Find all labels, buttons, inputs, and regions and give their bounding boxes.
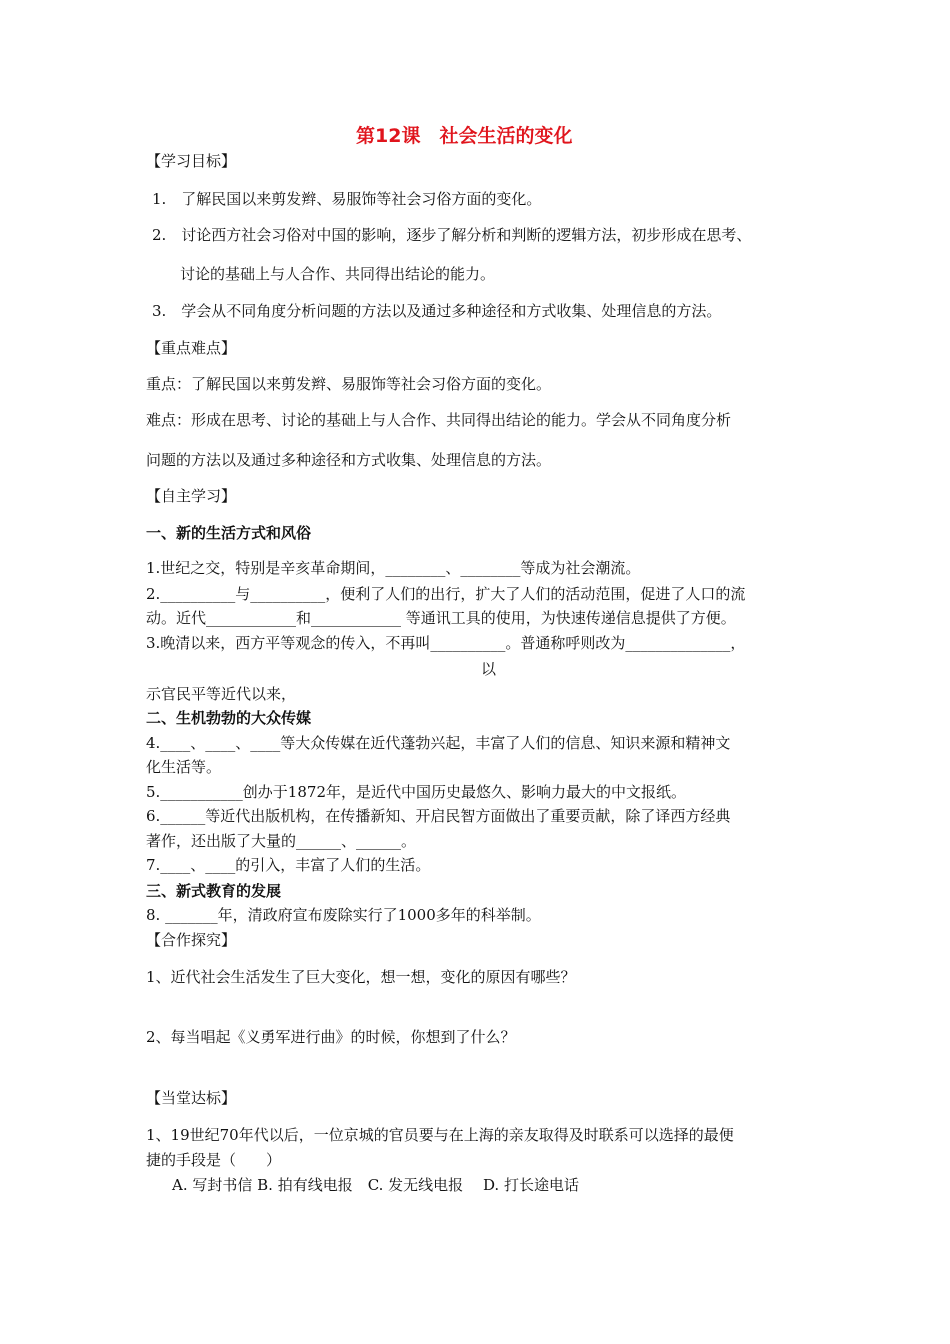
question-5: 5.___________创办于1872年，是近代中国历史最悠久、影响力最大的中文报纸。 — [146, 783, 686, 801]
question-2-cont: 动。近代____________和____________ 等通讯工具的使用，为快速传递信息提供了方便。 — [146, 609, 736, 627]
question-2: 2.__________与__________，便利了人们的出行，扩大了人们的活动范围，促进了人口的流 — [146, 585, 746, 603]
part2-header: 二、生机勃勃的大众传媒 — [146, 709, 312, 727]
coop-question-2: 2、每当唱起《义勇军进行曲》的时候，你想到了什么？ — [146, 1028, 516, 1046]
question-6-cont: 著作，还出版了大量的______、______。 — [146, 832, 417, 850]
question-1: 1.世纪之交，特别是辛亥革命期间，________、________等成为社会潮流。 — [146, 559, 641, 577]
class-question-1-cont: 捷的手段是（ ） — [146, 1151, 282, 1169]
class-question-1-options: A. 写封书信 B. 拍有线电报 C. 发无线电报 D. 打长途电话 — [172, 1176, 579, 1194]
question-7: 7.____、____的引入，丰富了人们的生活。 — [146, 856, 431, 874]
question-4-cont: 化生活等。 — [146, 758, 222, 776]
class-question-1: 1、19世纪70年代以后，一位京城的官员要与在上海的亲友取得及时联系可以选择的最便 — [146, 1126, 734, 1144]
class-header: 【当堂达标】 — [146, 1089, 237, 1107]
difficult-point-cont: 问题的方法以及通过多种途径和方式收集、处理信息的方法。 — [146, 451, 552, 469]
part3-header: 三、新式教育的发展 — [146, 882, 282, 900]
question-8: 8. _______年，清政府宣布废除实行了1000多年的科举制。 — [146, 906, 541, 924]
question-4: 4.____、____、____等大众传媒在近代蓬勃兴起，丰富了人们的信息、知识来源和精神文 — [146, 734, 731, 752]
question-3-cont2: 示官民平等近代以来， — [146, 685, 297, 703]
objective-2-cont: 讨论的基础上与人合作、共同得出结论的能力。 — [180, 265, 496, 283]
objective-1: 1. 了解民国以来剪发辫、易服饰等社会习俗方面的变化。 — [152, 190, 542, 208]
objectives-header: 【学习目标】 — [146, 152, 237, 170]
question-3: 3.晚清以来，西方平等观念的传入，不再叫__________。普通称呼则改为______________， — [146, 634, 746, 652]
objective-3: 3. 学会从不同角度分析问题的方法以及通过多种途径和方式收集、处理信息的方法。 — [152, 302, 722, 320]
question-6: 6.______等近代出版机构，在传播新知、开启民智方面做出了重要贡献，除了译西方经典 — [146, 807, 731, 825]
coop-question-1: 1、近代社会生活发生了巨大变化，想一想，变化的原因有哪些？ — [146, 968, 576, 986]
objective-2: 2. 讨论西方社会习俗对中国的影响，逐步了解分析和判断的逻辑方法，初步形成在思考、 — [152, 226, 752, 244]
self-study-header: 【自主学习】 — [146, 487, 237, 505]
key-point: 重点：了解民国以来剪发辫、易服饰等社会习俗方面的变化。 — [146, 375, 552, 393]
coop-header: 【合作探究】 — [146, 931, 237, 949]
question-3-cont: 以 — [481, 660, 497, 678]
key-header: 【重点难点】 — [146, 339, 237, 357]
difficult-point: 难点：形成在思考、讨论的基础上与人合作、共同得出结论的能力。学会从不同角度分析 — [146, 411, 732, 429]
lesson-title: 第12课 社会生活的变化 — [356, 125, 573, 147]
part1-header: 一、新的生活方式和风俗 — [146, 524, 312, 542]
